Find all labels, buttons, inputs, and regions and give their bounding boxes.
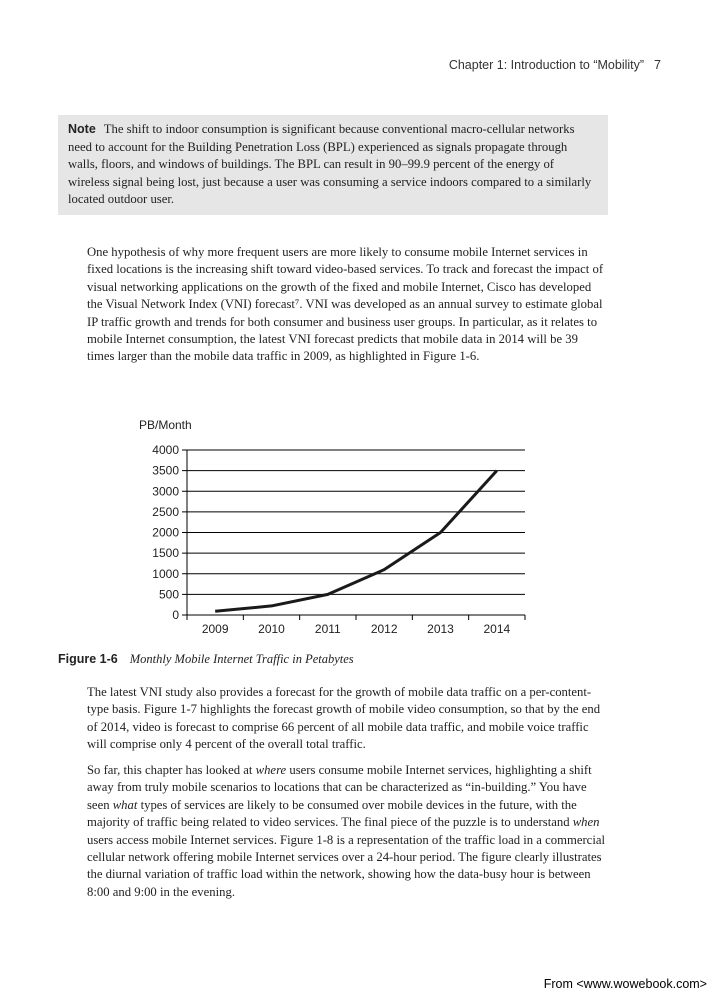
y-tick-label: 3000 xyxy=(152,484,179,499)
y-tick-label: 2500 xyxy=(152,504,179,519)
y-tick-label: 500 xyxy=(158,587,179,602)
y-tick-label: 3500 xyxy=(152,463,179,478)
y-tick-label: 2000 xyxy=(152,525,179,540)
emphasis-where: where xyxy=(255,763,287,777)
page-number: 7 xyxy=(654,58,661,72)
note-box xyxy=(58,115,608,215)
note-text: The shift to indoor consumption is significant because conventional macro-cellular networks need to account for the Building Penetration Loss (BPL) experienced as signals propagate through walls, floors, and windows of buildings. The BPL can result in 90–99.9 percent of the energy of wireless signal being lost, just because a user was consuming a service indoors compared to a similarly located outdoor user. xyxy=(68,122,592,206)
y-tick-label: 0 xyxy=(172,608,179,622)
figure-caption xyxy=(58,652,354,667)
figure-number: Figure 1-6 xyxy=(58,652,118,666)
x-tick-label: 2014 xyxy=(483,622,511,636)
x-tick-label: 2009 xyxy=(201,622,229,636)
paragraph-when xyxy=(87,762,607,901)
y-tick-label: 4000 xyxy=(152,443,179,457)
note-label: Note xyxy=(68,122,96,136)
x-tick-label: 2010 xyxy=(258,622,285,636)
x-tick-label: 2013 xyxy=(427,622,454,636)
x-tick-label: 2012 xyxy=(370,622,398,636)
chapter-title: Chapter 1: Introduction to “Mobility” xyxy=(448,58,645,72)
text-segment: users consume mobile Internet services, highlighting a shift away from truly mobile scenarios to locations that can be characterized as “in-building.” You have seen xyxy=(87,763,592,812)
x-tick-label: 2011 xyxy=(314,622,341,636)
paragraph-content-type: The latest VNI study also provides a forecast for the growth of mobile data traffic on a per-content-type basis. Figure 1-7 highlights the forecast growth of mobile video consumption, so that by the end of 2014, video is forecast to comprise 66 percent of all mobile data traffic, and mobile voice traffic will comprise only 4 percent of the overall total traffic. xyxy=(87,685,601,752)
text-segment: types of services are likely to be consumed over mobile devices in the future, with the majority of traffic being related to video services. The final piece of the puzzle is to understand xyxy=(87,797,577,830)
y-tick-label: 1000 xyxy=(152,566,179,581)
running-header xyxy=(449,58,661,72)
y-tick-label: 1500 xyxy=(152,546,179,561)
emphasis-what: what xyxy=(112,797,138,812)
paragraph-vni: One hypothesis of why more frequent users are more likely to consume mobile Internet services in fixed locations is the increasing shift toward video-based services. To track and forecast the impact of visual networking applications on the growth of the fixed and mobile Internet, Cisco has developed the Visual Network Index (VNI) forecast⁷. VNI was developed as an annual survey to estimate global IP traffic growth and trends for both consumer and business user groups. In particular, as it relates to mobile Internet consumption, the latest VNI forecast predicts that mobile data in 2014 will be 39 times larger than the mobile data traffic in 2009, as highlighted in Figure 1-6. xyxy=(87,245,604,364)
text-segment: users access mobile Internet services. Figure 1-8 is a representation of the traffic load in a commercial cellular network offering mobile Internet services over a 24-hour period. The figure clearly illustrates the diurnal variation of traffic load within the network, showing how the data-busy hour is between 8:00 and 9:00 in the evening. xyxy=(87,832,605,899)
line-chart xyxy=(125,412,545,642)
source-footer: From <www.wowebook.com> xyxy=(543,977,707,991)
mobile-traffic-chart xyxy=(125,412,545,647)
figure-title: Monthly Mobile Internet Traffic in Petabytes xyxy=(129,652,354,666)
emphasis-when: when xyxy=(572,815,600,830)
text-segment: So far, this chapter has looked at xyxy=(87,763,256,777)
y-axis-label: PB/Month xyxy=(139,418,192,432)
